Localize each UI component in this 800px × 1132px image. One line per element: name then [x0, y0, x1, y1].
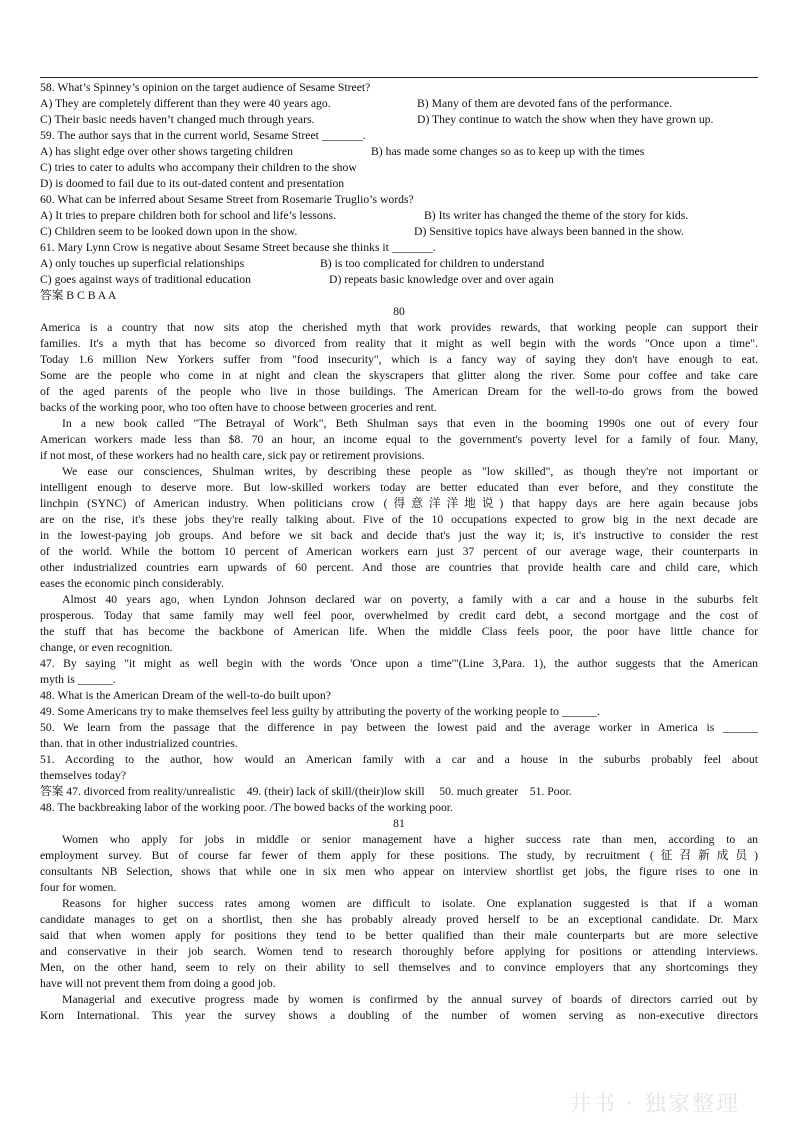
passage-81-para-1: [40, 832, 758, 896]
q59-option-a: A) has slight edge over other shows targeting children: [40, 145, 293, 158]
q60-option-b: B) Its writer has changed the theme of the story for kids.: [424, 209, 689, 222]
question-59: [40, 128, 758, 192]
text-line: American workers made less than $8. 70 an hour, an income equal to the government's poverty level for a family of four. Many,: [40, 433, 758, 446]
q58-option-c: C) Their basic needs haven’t changed much through years.: [40, 113, 315, 126]
q59-option-c: C) tries to cater to adults who accompany their children to the show: [40, 161, 357, 174]
text-line: linchpin (SYNC) of American industry. When politicians crow (得意洋洋地说) that happy days are here again because jobs: [40, 497, 758, 510]
q59-option-b: B) has made some changes so as to keep up with the times: [371, 145, 645, 158]
text-line: other industrialized countries earn upwards of 60 percent. And those are countries that provide health care and child care, which: [40, 561, 758, 574]
text-line: consultants NB Selection, shows that while one in six men who appear on interview shortlist get jobs, the figure rises to one in: [40, 865, 758, 878]
text-line: of the world. While the bottom 10 percent of American workers earn just 37 percent of our average wage, their counterparts in: [40, 545, 758, 558]
q59-option-d: D) is doomed to fail due to its out-dated content and presentation: [40, 177, 345, 190]
question-48: 48. What is the American Dream of the well-to-do built upon?: [40, 689, 331, 702]
q61-option-d: D) repeats basic knowledge over and over again: [329, 273, 554, 286]
text-line: Men, on the other hand, seem to rely on their ability to sell themselves and to convince employers that any shortcomings they: [40, 961, 758, 974]
text-line: 48. The backbreaking labor of the working poor. /The bowed backs of the working poor.: [40, 801, 453, 814]
q60-option-c: C) Children seem to be looked down upon in the show.: [40, 225, 298, 238]
text-line: In a new book called "The Betrayal of Work", Beth Shulman says that even in the booming 1990s one out of every four: [62, 417, 758, 430]
text-line: Korn International. This year the survey shows a doubling of the number of women serving as non-executive directors: [40, 1009, 758, 1022]
text-line: Some are the people who come in at night and clean the skyscrapers that glitter along the river. Some pour coffee and take care: [40, 369, 758, 382]
question-49: 49. Some Americans try to make themselves feel less guilty by attributing the poverty of the working people to ______.: [40, 705, 600, 718]
q60-stem: 60. What can be inferred about Sesame Street from Rosemarie Truglio’s words?: [40, 193, 414, 206]
question-51: [40, 752, 758, 784]
answer-key-previous: 答案 B C B A A: [40, 289, 117, 302]
text-line: Today 1.6 million New Yorkers suffer from "food insecurity", which is a fancy way of saying they don't have enough to eat.: [40, 353, 758, 366]
text-line: four for women.: [40, 881, 117, 894]
passage-81-para-2: [40, 896, 758, 992]
text-line: in the lowest-paying job groups. And before we sit back and decide that's just the way it; is, it's instructive to consider the rest: [40, 529, 758, 542]
text-line: candidate manages to get on a shortlist, then she has probably already proved herself to be an exceptional candidate. Dr. Marx: [40, 913, 758, 926]
q59-stem: 59. The author says that in the current world, Sesame Street _______.: [40, 129, 366, 142]
passage-80-para-4: [40, 592, 758, 656]
passage-80-para-1: [40, 320, 758, 416]
text-line: and conservative in their job search. Women tend to research thoroughly before applying for positions or attending interviews.: [40, 945, 758, 958]
question-61: [40, 240, 758, 288]
text-line: said that when women apply for positions they tend to be better qualified than their male counterparts but are more selective: [40, 929, 758, 942]
text-line: employment survey. But of course far fewer of them apply for these positions. The study, by recruitment (征召新成员): [40, 849, 758, 862]
text-line: if not most, of these workers had no health care, sick pay or retirement provisions.: [40, 449, 425, 462]
question-58: [40, 80, 758, 128]
document-page: [40, 80, 758, 1024]
q61-option-b: B) is too complicated for children to understand: [320, 257, 545, 270]
text-line: backs of the working poor, who too often have to choose between groceries and rent.: [40, 401, 437, 414]
q61-stem: 61. Mary Lynn Crow is negative about Sesame Street because she thinks it _______.: [40, 241, 436, 254]
question-50: [40, 720, 758, 752]
text-line: Reasons for higher success rates among women are difficult to isolate. One explanation suggested is that if a woman: [62, 897, 758, 910]
text-line: We ease our consciences, Shulman writes, by describing these people as "low skilled", as though they're not important or: [62, 465, 758, 478]
q58-stem: 58. What’s Spinney’s opinion on the target audience of Sesame Street?: [40, 81, 371, 94]
text-line: prosperous. Today that same family may well feel poor, overwhelmed by credit card debt, a second mortgage and the cost of: [40, 609, 758, 622]
q58-option-b: B) Many of them are devoted fans of the performance.: [417, 97, 673, 110]
text-line: Women who apply for jobs in middle or senior management have a higher success rate than men, according to an: [62, 833, 758, 846]
text-line: eases the economic pinch considerably.: [40, 577, 224, 590]
text-line: the stuff that has become the backbone of American life. When the middle Class feels poor, the poor have little chance for: [40, 625, 758, 638]
q58-option-d: D) They continue to watch the show when they have grown up.: [417, 113, 714, 126]
text-line: than. that in other industrialized countries.: [40, 737, 238, 750]
passage-80-para-2: [40, 416, 758, 464]
passage-80-para-3: [40, 464, 758, 592]
text-line: change, or even recognition.: [40, 641, 173, 654]
text-line: have will not prevent them from doing a good job.: [40, 977, 276, 990]
q60-option-a: A) It tries to prepare children both for school and life’s lessons.: [40, 209, 337, 222]
text-line: 答案 47. divorced from reality/unrealistic 49. (their) lack of skill/(their)low skill 50. much greater 51. Poor.: [40, 785, 572, 798]
passage-81-para-3: [40, 992, 758, 1024]
text-line: 51. According to the author, how would an American family with a car and a house in the suburbs probably feel about: [40, 753, 758, 766]
question-60: [40, 192, 758, 240]
text-line: 47. By saying "it might as well begin with the words 'Once upon a time'"(Line 3,Para. 1), the author suggests that the American: [40, 657, 758, 670]
text-line: 50. We learn from the passage that the difference in pay between the lowest paid and the average worker in America is ______: [40, 721, 758, 734]
text-line: are on the rise, it's these jobs they're really talking about. Five of the 10 occupations expected to grow big in the next decade are: [40, 513, 758, 526]
top-rule: [40, 77, 758, 78]
q60-option-d: D) Sensitive topics have always been banned in the show.: [414, 225, 684, 238]
answer-key-80: [40, 784, 758, 816]
section-number-80: 80: [393, 305, 405, 318]
text-line: Managerial and executive progress made by women is confirmed by the annual survey of boards of directors carried out by: [62, 993, 758, 1006]
text-line: America is a country that now sits atop the cherished myth that work provides rewards, that working people can support their: [40, 321, 758, 334]
text-line: of the aged parents of the people who live in those buildings. The American Dream for the well-to-do grows from the bowed: [40, 385, 758, 398]
watermark: 井书 · 独家整理: [569, 1092, 740, 1117]
text-line: intelligent enough to deserve more. But low-skilled workers today are better educated than ever before, and they constitute the: [40, 481, 758, 494]
q61-option-c: C) goes against ways of traditional education: [40, 273, 251, 286]
text-line: families. It's a myth that has become so divorced from reality that it might as well begin with the words "Once upon a time".: [40, 337, 758, 350]
text-line: themselves today?: [40, 769, 127, 782]
q61-option-a: A) only touches up superficial relationships: [40, 257, 245, 270]
question-47: [40, 656, 758, 688]
q58-option-a: A) They are completely different than they were 40 years ago.: [40, 97, 331, 110]
section-number-81: 81: [393, 817, 405, 830]
text-line: Almost 40 years ago, when Lyndon Johnson declared war on poverty, a family with a car and a house in the suburbs felt: [62, 593, 758, 606]
text-line: myth is ______.: [40, 673, 116, 686]
